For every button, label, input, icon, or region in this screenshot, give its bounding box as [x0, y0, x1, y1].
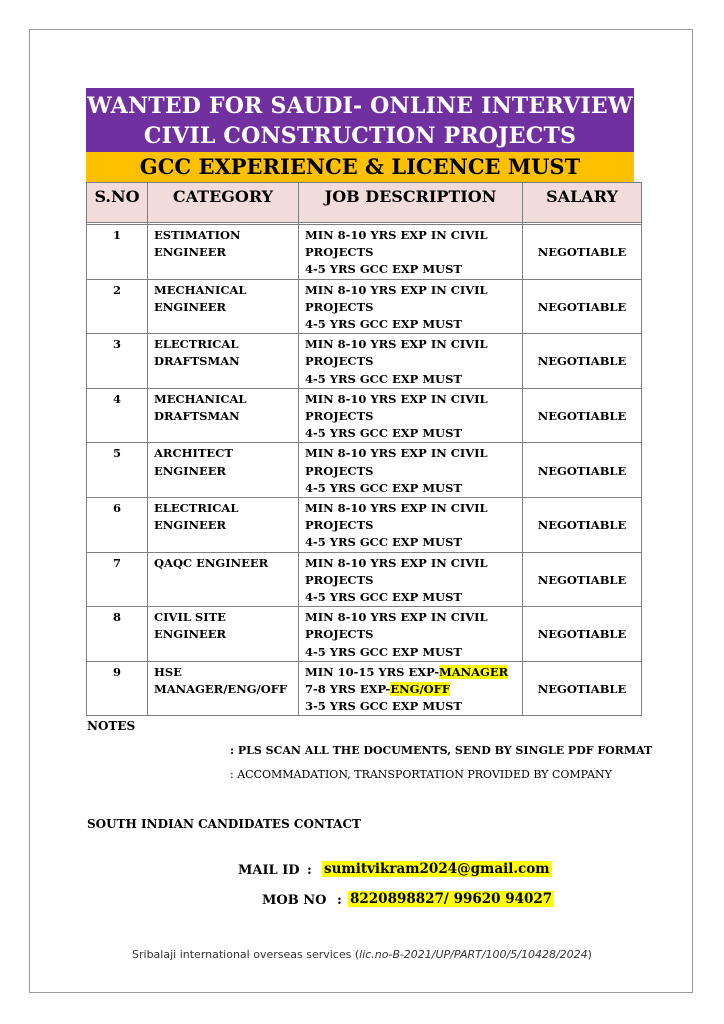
description-line: MIN 8-10 YRS EXP IN CIVIL — [305, 282, 488, 297]
row-category — [148, 552, 299, 607]
footer-license-number: lic.no-B-2021/UP/PART/100/5/10428/2024 — [359, 948, 588, 961]
table-row — [87, 443, 642, 498]
row-category — [148, 607, 299, 662]
description-line: PROJECTS — [305, 463, 374, 478]
row-salary: NEGOTIABLE — [523, 334, 642, 389]
description-line: 4-5 YRS GCC EXP MUST — [305, 644, 462, 659]
table-row — [87, 225, 642, 280]
description-line: 4-5 YRS GCC EXP MUST — [305, 262, 462, 277]
description-line: MIN 8-10 YRS EXP IN CIVIL — [305, 610, 488, 625]
table-header-row — [87, 183, 642, 223]
category-line-1: ARCHITECT — [154, 446, 233, 461]
description-line: 4-5 YRS GCC EXP MUST — [305, 371, 462, 386]
footer-license — [0, 948, 724, 961]
description-line: 4-5 YRS GCC EXP MUST — [305, 535, 462, 550]
mail-address[interactable]: sumitvikram2024@gmail.com — [324, 861, 550, 877]
table-row — [87, 661, 642, 716]
description-line: MIN 8-10 YRS EXP IN CIVIL — [305, 337, 488, 352]
description-line: PROJECTS — [305, 354, 374, 369]
title-banner — [86, 88, 634, 152]
table-row — [87, 552, 642, 607]
table-row — [87, 388, 642, 443]
description-line: PROJECTS — [305, 299, 374, 314]
mail-colon: : — [307, 863, 312, 878]
highlight-manager: MANAGER — [438, 664, 509, 679]
row-salary: NEGOTIABLE — [523, 661, 642, 716]
category-line-1: HSE — [154, 664, 182, 679]
note-scan-documents: : PLS SCAN ALL THE DOCUMENTS, SEND BY SINGLE PDF FORMAT — [230, 744, 653, 757]
jobs-table — [86, 182, 642, 716]
row-category — [148, 443, 299, 498]
row-job-description — [299, 279, 523, 334]
row-category — [148, 334, 299, 389]
row-job-description — [299, 607, 523, 662]
row-job-description — [299, 388, 523, 443]
category-line-1: ELECTRICAL — [154, 337, 239, 352]
category-line-2: ENGINEER — [154, 463, 227, 478]
row-sno: 2 — [87, 279, 148, 334]
mobile-number[interactable]: 8220898827/ 99620 94027 — [350, 891, 553, 907]
table-row — [87, 607, 642, 662]
row-category — [148, 388, 299, 443]
row-sno: 8 — [87, 607, 148, 662]
description-line: MIN 8-10 YRS EXP IN CIVIL — [305, 391, 488, 406]
category-line-1: MECHANICAL — [154, 391, 247, 406]
category-line-1: ELECTRICAL — [154, 501, 239, 516]
row-salary: NEGOTIABLE — [523, 225, 642, 280]
category-line-2: ENGINEER — [154, 299, 227, 314]
mobile-label: MOB NO — [262, 893, 327, 908]
row-category — [148, 279, 299, 334]
description-text: 7-8 YRS EXP- — [305, 682, 391, 697]
highlight-eng-off: ENG/OFF — [390, 682, 450, 697]
category-line-1: MECHANICAL — [154, 282, 247, 297]
row-sno: 7 — [87, 552, 148, 607]
description-line: 4-5 YRS GCC EXP MUST — [305, 590, 462, 605]
footer-company: Sribalaji international overseas services ( — [132, 948, 360, 961]
category-line-1: ESTIMATION — [154, 228, 241, 242]
description-line: 4-5 YRS GCC EXP MUST — [305, 317, 462, 332]
header-job-description: JOB DESCRIPTION — [299, 183, 523, 223]
mobile-colon: : — [337, 893, 342, 908]
description-line: MIN 8-10 YRS EXP IN CIVIL — [305, 228, 488, 242]
row-sno: 1 — [87, 225, 148, 280]
mail-label: MAIL ID — [238, 863, 300, 878]
row-salary: NEGOTIABLE — [523, 607, 642, 662]
row-sno: 6 — [87, 498, 148, 553]
description-line: MIN 8-10 YRS EXP IN CIVIL — [305, 555, 488, 570]
row-sno: 9 — [87, 661, 148, 716]
description-text: MIN 10-15 YRS EXP- — [305, 664, 439, 679]
row-job-description — [299, 661, 523, 716]
category-line-1: CIVIL SITE — [154, 610, 226, 625]
description-line: PROJECTS — [305, 572, 374, 587]
row-salary: NEGOTIABLE — [523, 388, 642, 443]
row-job-description — [299, 225, 523, 280]
description-line: 4-5 YRS GCC EXP MUST — [305, 426, 462, 441]
table-row — [87, 279, 642, 334]
description-line: PROJECTS — [305, 245, 374, 260]
description-line: PROJECTS — [305, 518, 374, 533]
row-category — [148, 661, 299, 716]
row-job-description — [299, 552, 523, 607]
category-line-2: ENGINEER — [154, 518, 227, 533]
description-line — [305, 681, 516, 698]
category-line-2: DRAFTSMAN — [154, 409, 240, 424]
description-line: MIN 8-10 YRS EXP IN CIVIL — [305, 446, 488, 461]
row-salary: NEGOTIABLE — [523, 279, 642, 334]
notes-title: NOTES — [87, 719, 136, 733]
header-category: CATEGORY — [148, 183, 299, 223]
header-salary: SALARY — [523, 183, 642, 223]
row-job-description — [299, 334, 523, 389]
table-row — [87, 498, 642, 553]
row-job-description — [299, 443, 523, 498]
row-salary: NEGOTIABLE — [523, 498, 642, 553]
description-line: 3-5 YRS GCC EXP MUST — [305, 699, 462, 714]
description-line: MIN 8-10 YRS EXP IN CIVIL — [305, 501, 488, 516]
title-line-1: WANTED FOR SAUDI- ONLINE INTERVIEW — [87, 93, 633, 119]
description-line: PROJECTS — [305, 627, 374, 642]
row-sno: 3 — [87, 334, 148, 389]
row-sno: 5 — [87, 443, 148, 498]
subtitle-banner: GCC EXPERIENCE & LICENCE MUST — [86, 152, 634, 182]
category-line-2: DRAFTSMAN — [154, 354, 240, 369]
note-accommodation: : ACCOMMADATION, TRANSPORTATION PROVIDED BY COMPANY — [230, 768, 612, 781]
row-salary: NEGOTIABLE — [523, 443, 642, 498]
description-line: PROJECTS — [305, 409, 374, 424]
footer-close: ) — [587, 948, 592, 961]
category-line-1: QAQC ENGINEER — [154, 555, 269, 570]
row-category — [148, 498, 299, 553]
header-sno: S.NO — [87, 183, 148, 223]
row-job-description — [299, 498, 523, 553]
contact-title: SOUTH INDIAN CANDIDATES CONTACT — [87, 817, 361, 831]
category-line-2: ENGINEER — [154, 627, 227, 642]
title-line-2: CIVIL CONSTRUCTION PROJECTS — [143, 123, 577, 149]
row-sno: 4 — [87, 388, 148, 443]
description-line: 4-5 YRS GCC EXP MUST — [305, 480, 462, 495]
row-category — [148, 225, 299, 280]
category-line-2: MANAGER/ENG/OFF — [154, 682, 288, 697]
description-line — [305, 664, 516, 681]
category-line-2: ENGINEER — [154, 245, 227, 260]
table-row — [87, 334, 642, 389]
row-salary: NEGOTIABLE — [523, 552, 642, 607]
